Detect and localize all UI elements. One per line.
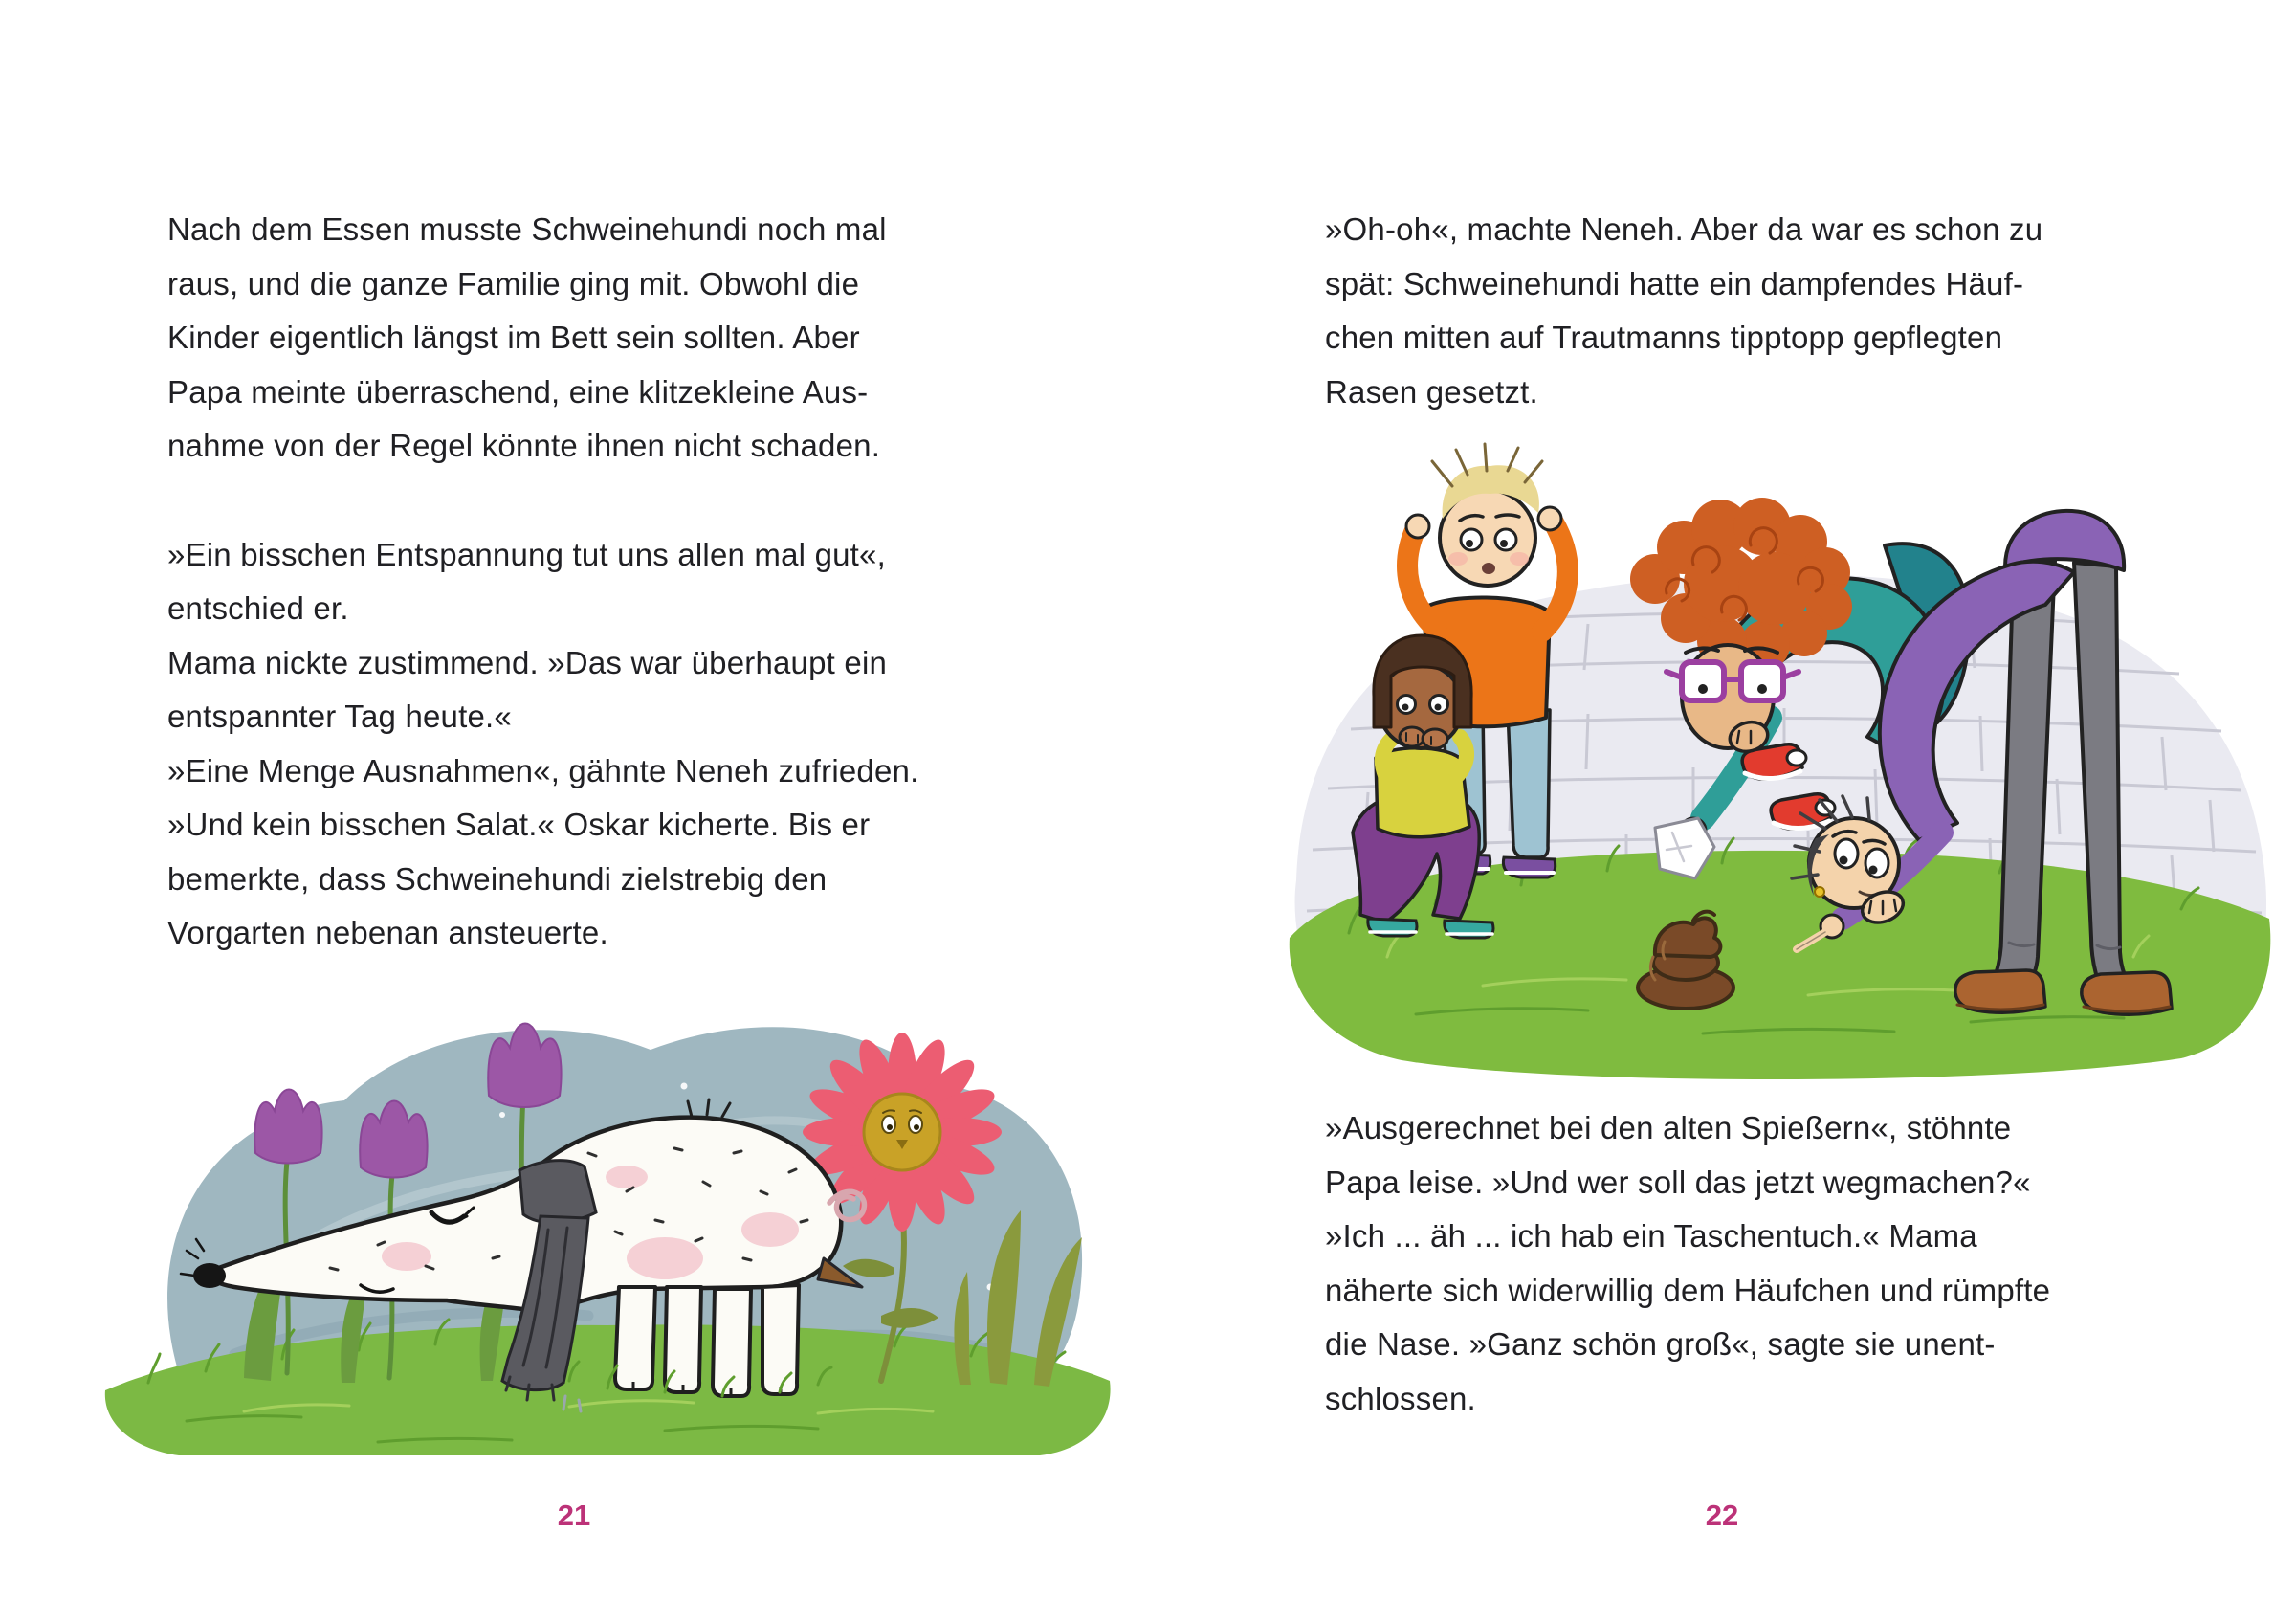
family-lawn-illustration xyxy=(1272,421,2286,1100)
text-line: entschied er. xyxy=(167,590,349,626)
text-line: Kinder eigentlich längst im Bett sein sollten. Aber xyxy=(167,320,860,355)
right-page-text-top xyxy=(1325,203,2042,419)
text-line: raus, und die ganze Familie ging mit. Obwohl die xyxy=(167,265,860,301)
text-line: »Ausgerechnet bei den alten Spießern«, stöhnte xyxy=(1325,1110,2012,1145)
text-line: spät: Schweinehundi hatte ein dampfendes Häuf- xyxy=(1325,265,2024,301)
text-line: nahme von der Regel könnte ihnen nicht schaden. xyxy=(167,428,881,463)
dog-nose xyxy=(193,1263,226,1288)
daisy-face xyxy=(864,1094,940,1170)
text-line: »Ein bisschen Entspannung tut uns allen mal gut«, xyxy=(167,536,886,572)
paragraph xyxy=(1325,1101,2050,1426)
left-page-text xyxy=(167,203,918,961)
text-line: entspannter Tag heute.« xyxy=(167,699,512,734)
text-line: chen mitten auf Trautmanns tipptopp gepflegten xyxy=(1325,320,2003,355)
paragraph xyxy=(167,528,918,961)
text-line: bemerkte, dass Schweinehundi zielstrebig den xyxy=(167,860,828,897)
text-line: Rasen gesetzt. xyxy=(1325,373,1538,410)
text-line: Nach dem Essen musste Schweinehundi noch mal xyxy=(167,211,887,247)
text-line: die Nase. »Ganz schön groß«, sagte sie unent- xyxy=(1325,1326,1996,1362)
right-page xyxy=(1148,0,2296,1621)
text-line: Papa leise. »Und wer soll das jetzt wegmachen?« xyxy=(1325,1164,2031,1200)
girl-hand xyxy=(1400,727,1424,746)
right-page-text-bottom xyxy=(1325,1101,2050,1426)
text-line: Vorgarten nebenan ansteuerte. xyxy=(167,915,608,950)
text-line: »Und kein bisschen Salat.« Oskar kicherte. Bis er xyxy=(167,807,871,842)
page-number-left: 21 xyxy=(557,1499,591,1532)
paragraph xyxy=(167,203,918,474)
girl-hand xyxy=(1423,729,1447,748)
text-line: näherte sich widerwillig dem Häufchen und rümpfte xyxy=(1325,1272,2051,1308)
text-line: »Ich ... äh ... ich hab ein Taschentuch.« Mama xyxy=(1325,1218,1977,1254)
text-line: »Eine Menge Ausnahmen«, gähnte Neneh zufrieden. xyxy=(167,752,919,788)
text-line: schlossen. xyxy=(1325,1380,1476,1416)
earring xyxy=(1815,887,1824,897)
paragraph xyxy=(1325,203,2042,419)
dog-garden-illustration xyxy=(91,971,1124,1469)
text-line: Papa meinte überraschend, eine klitzekleine Aus- xyxy=(167,373,869,410)
text-line: Mama nickte zustimmend. »Das war überhaupt ein xyxy=(167,644,888,680)
text-line: »Oh-oh«, machte Neneh. Aber da war es schon zu xyxy=(1325,211,2043,247)
page-number-right: 22 xyxy=(1705,1499,1739,1532)
